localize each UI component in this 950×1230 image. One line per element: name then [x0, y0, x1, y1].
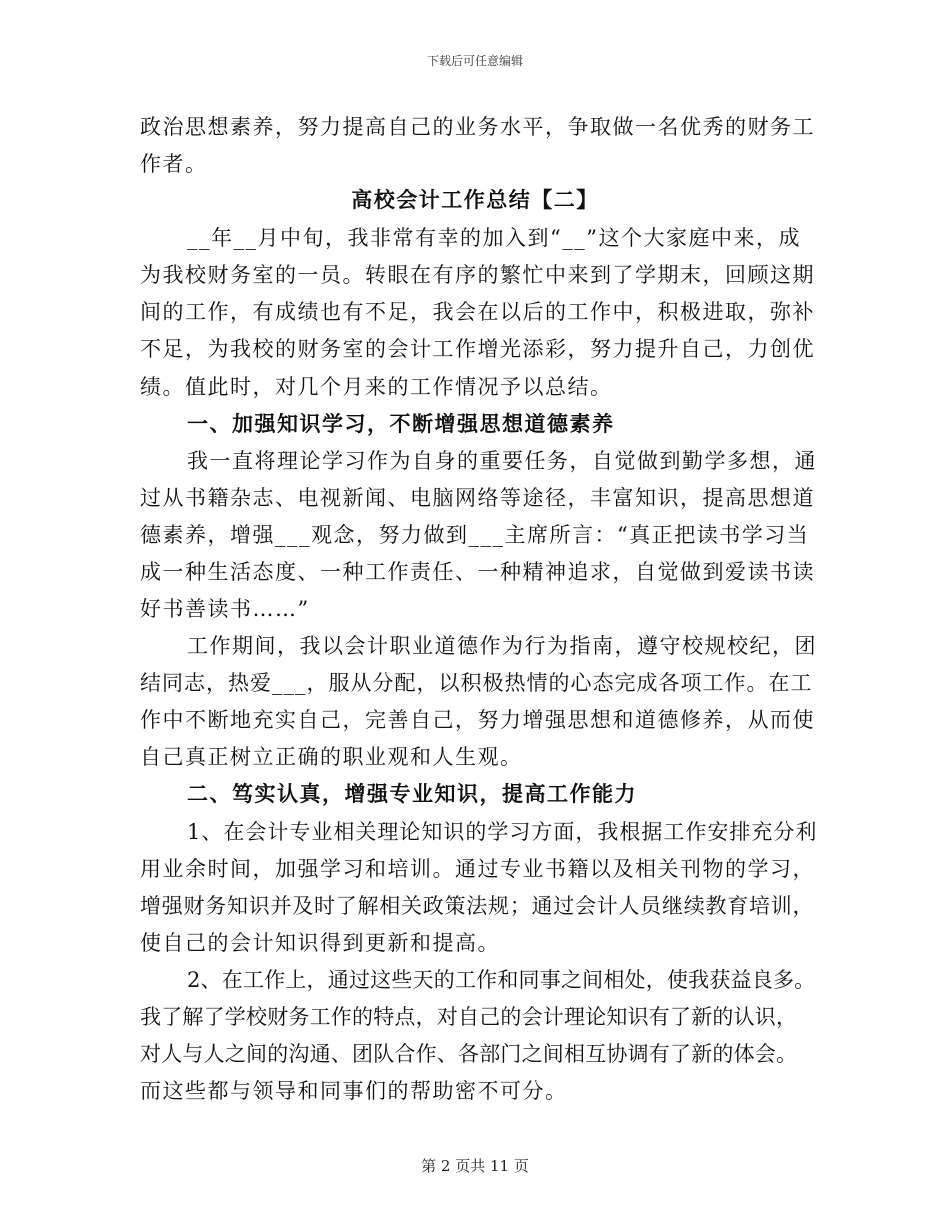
paragraph-line: 为我校财务室的一员。转眼在有序的繁忙中来到了学期末，回顾这期 [140, 263, 815, 287]
page-footer: 第 2 页共 11 页 [421, 1157, 529, 1175]
subheading-1: 一、加强知识学习，不断增强思想道德素养 [187, 411, 615, 436]
paragraph-line: 增强财务知识并及时了解相关政策法规；通过会计人员继续教育培训， [140, 894, 815, 918]
page-header: 下载后可任意编辑 [426, 54, 523, 68]
paragraph-line: 而这些都与领导和同事们的帮助密不可分。 [140, 1079, 568, 1103]
paragraph-line: 过从书籍杂志、电视新闻、电脑网络等途径，丰富知识，提高思想道 [140, 486, 815, 510]
paragraph-line: 我一直将理论学习作为自身的重要任务，自觉做到勤学多想，通 [187, 449, 817, 473]
paragraph-line: 使自己的会计知识得到更新和提高。 [140, 931, 500, 955]
paragraph-line: 用业余时间，加强学习和培训。通过专业书籍以及相关刊物的学习， [140, 857, 815, 881]
paragraph-line: 作者。 [140, 152, 208, 176]
paragraph-line: 好书善读书……” [140, 597, 310, 621]
paragraph-line: 不足，为我校的财务室的会计工作增光添彩，努力提升自己，力创优 [140, 337, 815, 361]
paragraph-line: 我了解了学校财务工作的特点，对自己的会计理论知识有了新的认识， [140, 1005, 798, 1029]
paragraph-line: 1、在会计专业相关理论知识的学习方面，我根据工作安排充分利 [187, 820, 818, 844]
paragraph-line: 2、在工作上，通过这些天的工作和同事之间相处，使我获益良多。 [187, 968, 816, 992]
subheading-2: 二、笃实认真，增强专业知识，提高工作能力 [187, 781, 637, 806]
paragraph-line: 政治思想素养，努力提高自己的业务水平，争取做一名优秀的财务工 [140, 115, 815, 139]
paragraph-line: 间的工作，有成绩也有不足，我会在以后的工作中，积极进取，弥补 [140, 300, 815, 324]
paragraph-line: __年__月中旬，我非常有幸的加入到“__”这个大家庭中来，成 [187, 226, 801, 250]
paragraph-line: 工作期间，我以会计职业道德作为行为指南，遵守校规校纪，团 [187, 634, 817, 658]
paragraph-line: 绩。值此时，对几个月来的工作情况予以总结。 [140, 375, 613, 399]
paragraph-line: 结同志，热爱___，服从分配，以积极热情的心态完成各项工作。在工 [140, 671, 813, 695]
paragraph-line: 作中不断地充实自己，完善自己，努力增强思想和道德修养，从而使 [140, 708, 815, 732]
paragraph-line: 成一种生活态度、一种工作责任、一种精神追求，自觉做到爱读书读 [140, 560, 815, 584]
section-title: 高校会计工作总结【二】 [351, 187, 599, 212]
paragraph-line: 自己真正树立正确的职业观和人生观。 [140, 745, 523, 769]
paragraph-line: 德素养，增强___观念，努力做到___主席所言：“真正把读书学习当 [140, 523, 810, 547]
paragraph-line: 对人与人之间的沟通、团队合作、各部门之间相互协调有了新的体会。 [140, 1042, 798, 1066]
